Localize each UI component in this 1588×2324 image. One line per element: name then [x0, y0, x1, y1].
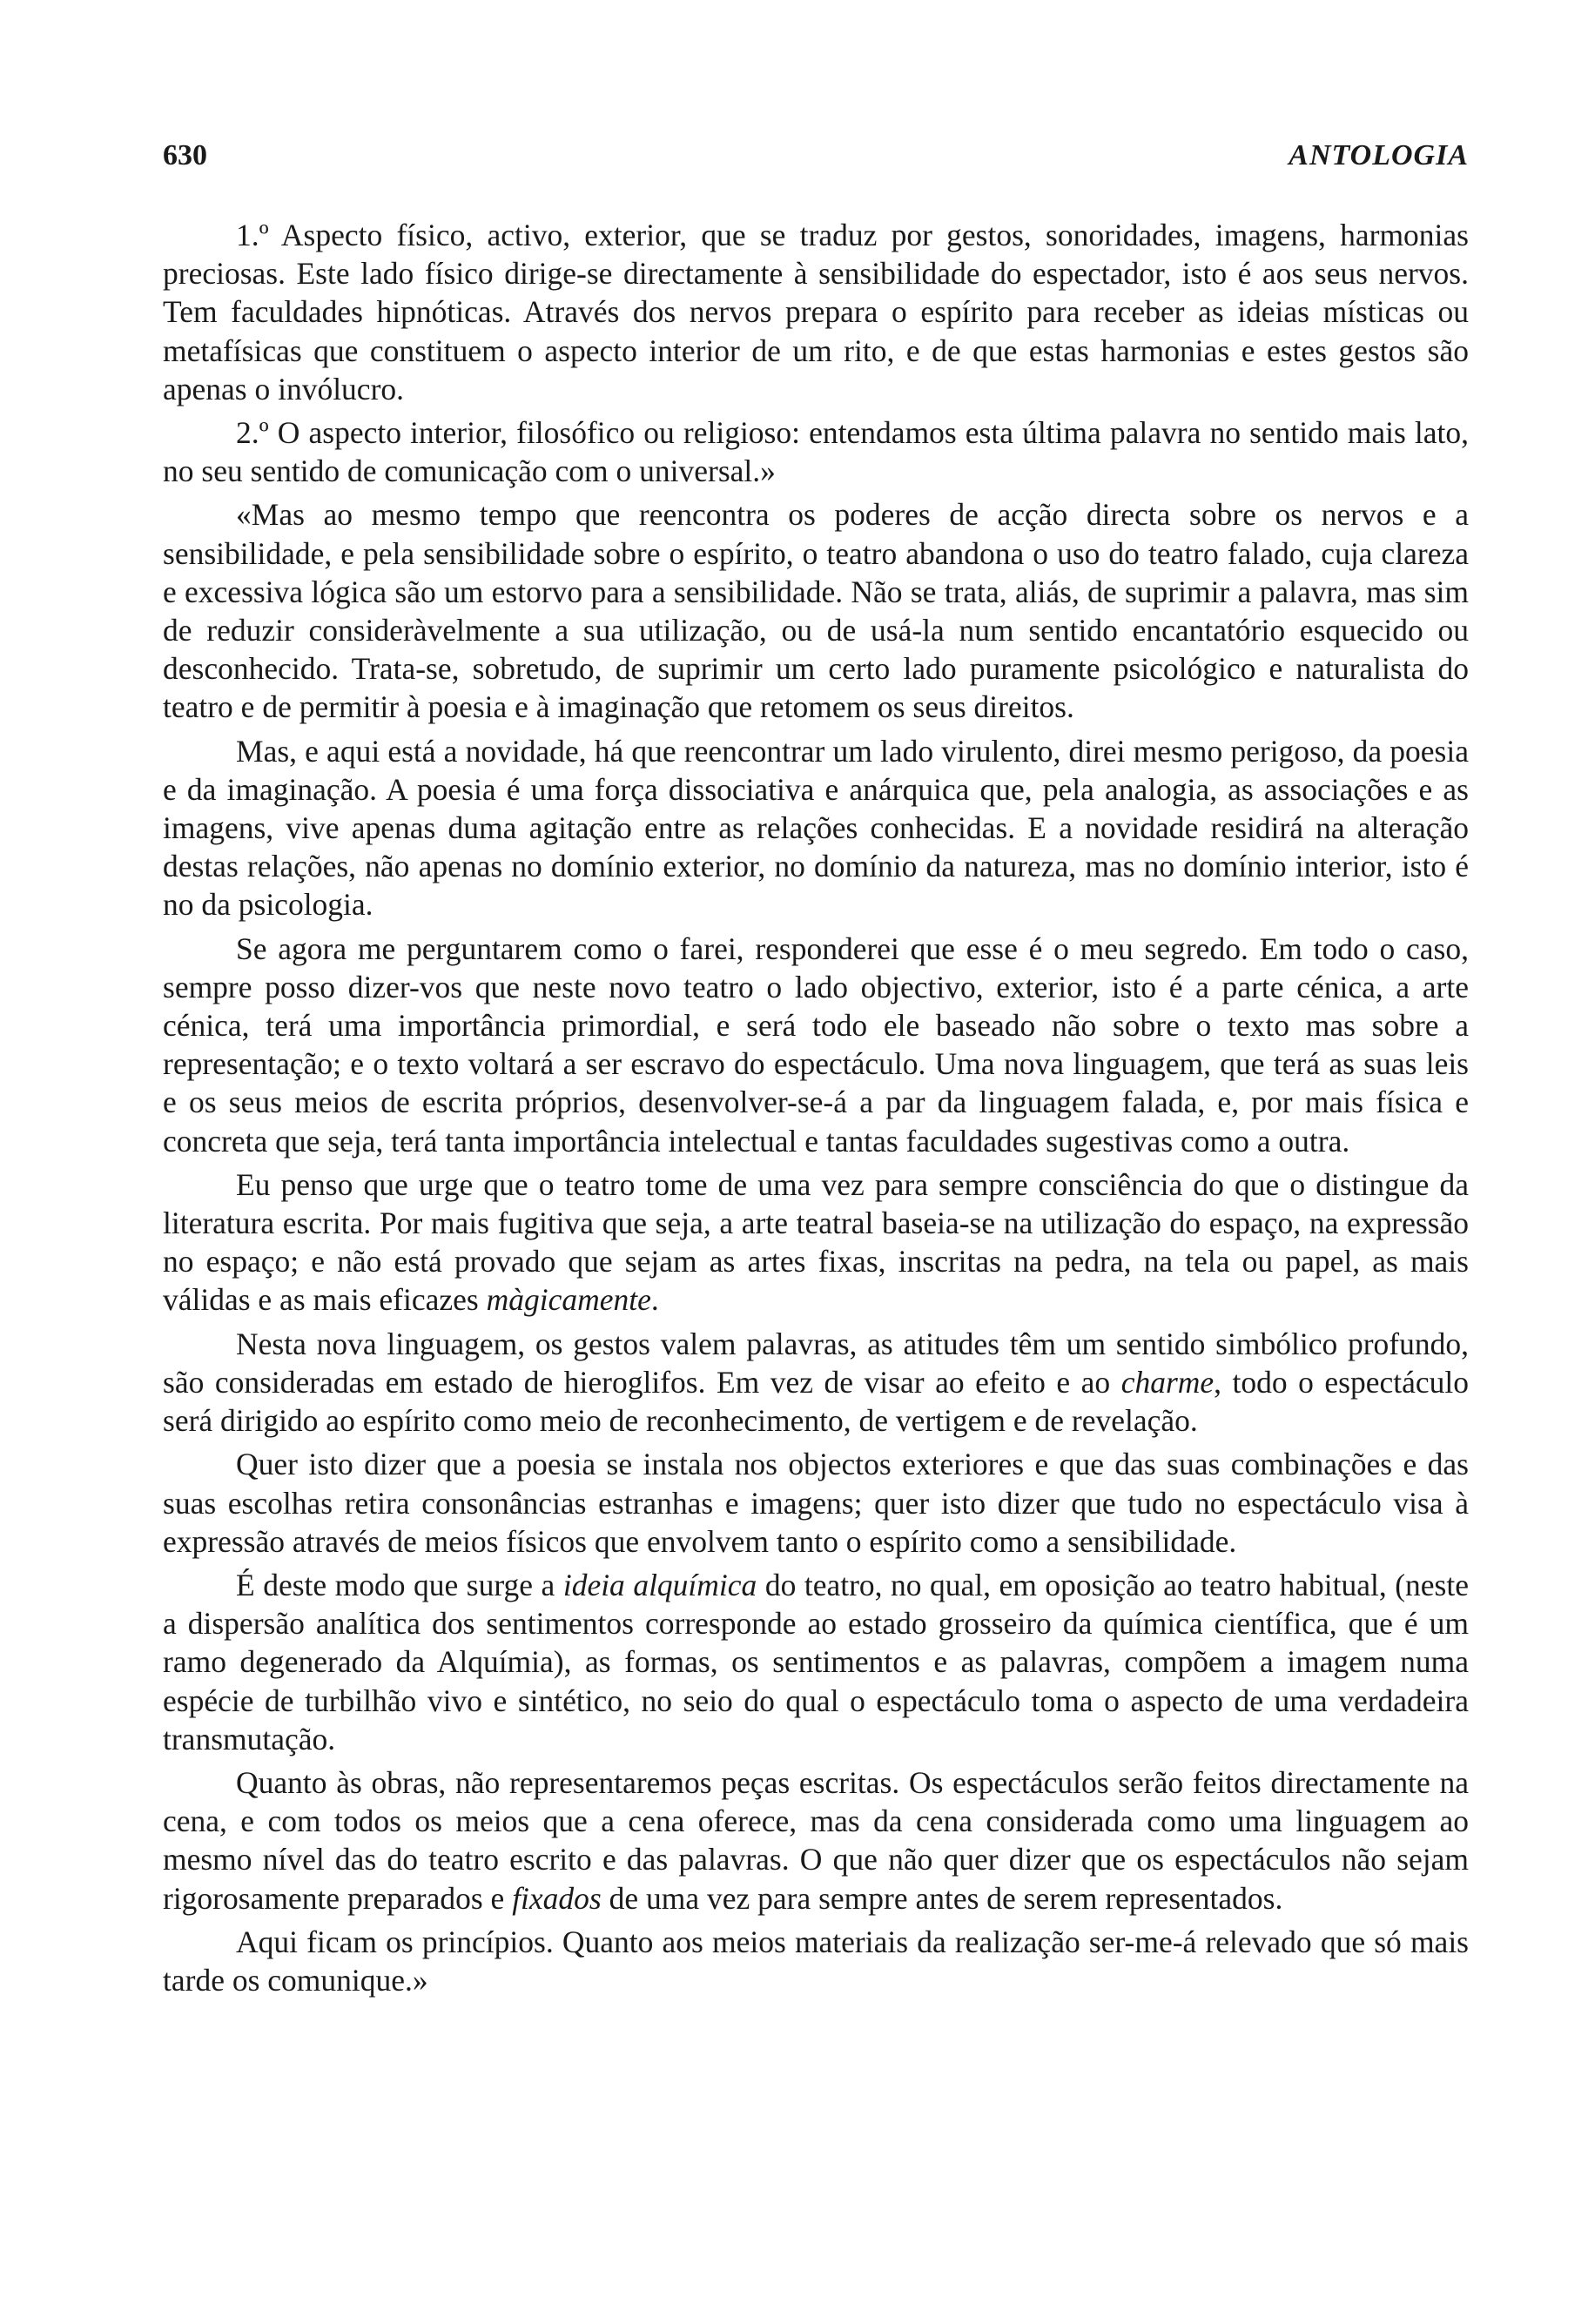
paragraph-text: Nesta nova linguagem, os gestos valem palavras, as atitudes têm um sentido simbólico profundo, são consideradas em estado de hieroglifos. Em vez de visar ao efeito e ao [163, 1326, 1469, 1400]
paragraph-text: Quanto às obras, não representaremos peças escritas. Os espectáculos serão feitos directamente na cena, e com todos os meios que a cena oferece, mas da cena considerada como uma linguagem ao mesmo nível das do teatro escrito e das palavras. O que não quer dizer que os espectáculos não sejam rigorosamente preparados e [163, 1764, 1469, 1916]
document-page [163, 139, 1469, 2005]
page-number: 630 [163, 139, 207, 171]
paragraph [163, 1763, 1469, 1918]
paragraph [163, 1325, 1469, 1441]
body-text [163, 216, 1469, 1999]
emphasis: màgicamente [486, 1282, 651, 1318]
emphasis: charme [1120, 1364, 1215, 1400]
paragraph: Mas, e aqui está a novidade, há que reencontrar um lado virulento, direi mesmo perigoso, da poesia e da imaginação. A poesia é uma força dissociativa e anárquica que, pela analogia, as associações e as imagens, vive apenas duma agitação entre as relações conhecidas. E a novidade residirá na alteração destas relações, não apenas no domínio exterior, no domínio da natureza, mas no domínio interior, isto é no da psicologia. [163, 733, 1469, 923]
emphasis: ideia alquímica [562, 1567, 757, 1602]
paragraph [163, 1165, 1469, 1320]
running-title: ANTOLOGIA [1289, 139, 1469, 171]
emphasis: fixados [512, 1880, 602, 1916]
paragraph: 2.º O aspecto interior, filosófico ou religioso: entendamos esta última palavra no sentido mais lato, no seu sentido de comunicação com o universal.» [163, 415, 1469, 489]
paragraph: Se agora me perguntarem como o farei, responderei que esse é o meu segredo. Em todo o caso, sempre posso dizer-vos que neste novo teatro o lado objectivo, exterior, isto é a parte cénica, a arte cénica, terá uma importância primordial, e será todo ele baseado não sobre o texto mas sobre a representação; e o texto voltará a ser escravo do espectáculo. Uma nova linguagem, que terá as suas leis e os seus meios de escrita próprios, desenvolver-se-á a par da linguagem falada, e, por mais física e concreta que seja, terá tanta importância intelectual e tantas faculdades sugestivas como a outra. [163, 930, 1469, 1159]
paragraph: Aqui ficam os princípios. Quanto aos meios materiais da realização ser-me-á relevado que só mais tarde os comunique.» [163, 1924, 1469, 1998]
paragraph [163, 1566, 1469, 1758]
paragraph-text: , todo o espectáculo será dirigido ao espírito como meio de reconhecimento, de vertigem e de revelação. [163, 1364, 1469, 1439]
running-head [163, 139, 1469, 172]
paragraph-text: É deste modo que surge a [236, 1567, 563, 1602]
paragraph-text: do teatro, no qual, em oposição ao teatro habitual, (neste a dispersão analítica dos sentimentos corresponde ao estado grosseiro da química científica, que é um ramo degenerado da Alquímia), as formas, os sentimentos e as palavras, compõem a imagem numa espécie de turbilhão vivo e sintético, no seio do qual o espectáculo toma o aspecto de uma verdadeira transmutação. [163, 1567, 1469, 1756]
paragraph-text: . [650, 1282, 659, 1318]
paragraph-text: Eu penso que urge que o teatro tome de uma vez para sempre consciência do que o distingue da literatura escrita. Por mais fugitiva que seja, a arte teatral baseia-se na utilização do espaço, na expressão no espaço; e não está provado que sejam as artes fixas, inscritas na pedra, na tela ou papel, as mais válidas e as mais eficazes [163, 1166, 1469, 1318]
paragraph-text: de uma vez para sempre antes de serem representados. [601, 1880, 1283, 1916]
paragraph: «Mas ao mesmo tempo que reencontra os poderes de acção directa sobre os nervos e a sensibilidade, e pela sensibilidade sobre o espírito, o teatro abandona o uso do teatro falado, cuja clareza e excessiva lógica são um estorvo para a sensibilidade. Não se trata, aliás, de suprimir a palavra, mas sim de reduzir consideràvelmente a sua utilização, ou de usá-la num sentido encantatório esquecido ou desconhecido. Trata-se, sobretudo, de suprimir um certo lado puramente psicológico e naturalista do teatro e de permitir à poesia e à imaginação que retomem os seus direitos. [163, 497, 1469, 725]
paragraph: Quer isto dizer que a poesia se instala nos objectos exteriores e que das suas combinações e das suas escolhas retira consonâncias estranhas e imagens; quer isto dizer que tudo no espectáculo visa à expressão através de meios físicos que envolvem tanto o espírito como a sensibilidade. [163, 1447, 1469, 1559]
paragraph: 1.º Aspecto físico, activo, exterior, que se traduz por gestos, sonoridades, imagens, harmonias preciosas. Este lado físico dirige-se directamente à sensibilidade do espectador, isto é aos seus nervos. Tem faculdades hipnóticas. Através dos nervos prepara o espírito para receber as ideias místicas ou metafísicas que constituem o aspecto interior de um rito, e de que estas harmonias e estes gestos são apenas o invólucro. [163, 218, 1469, 406]
